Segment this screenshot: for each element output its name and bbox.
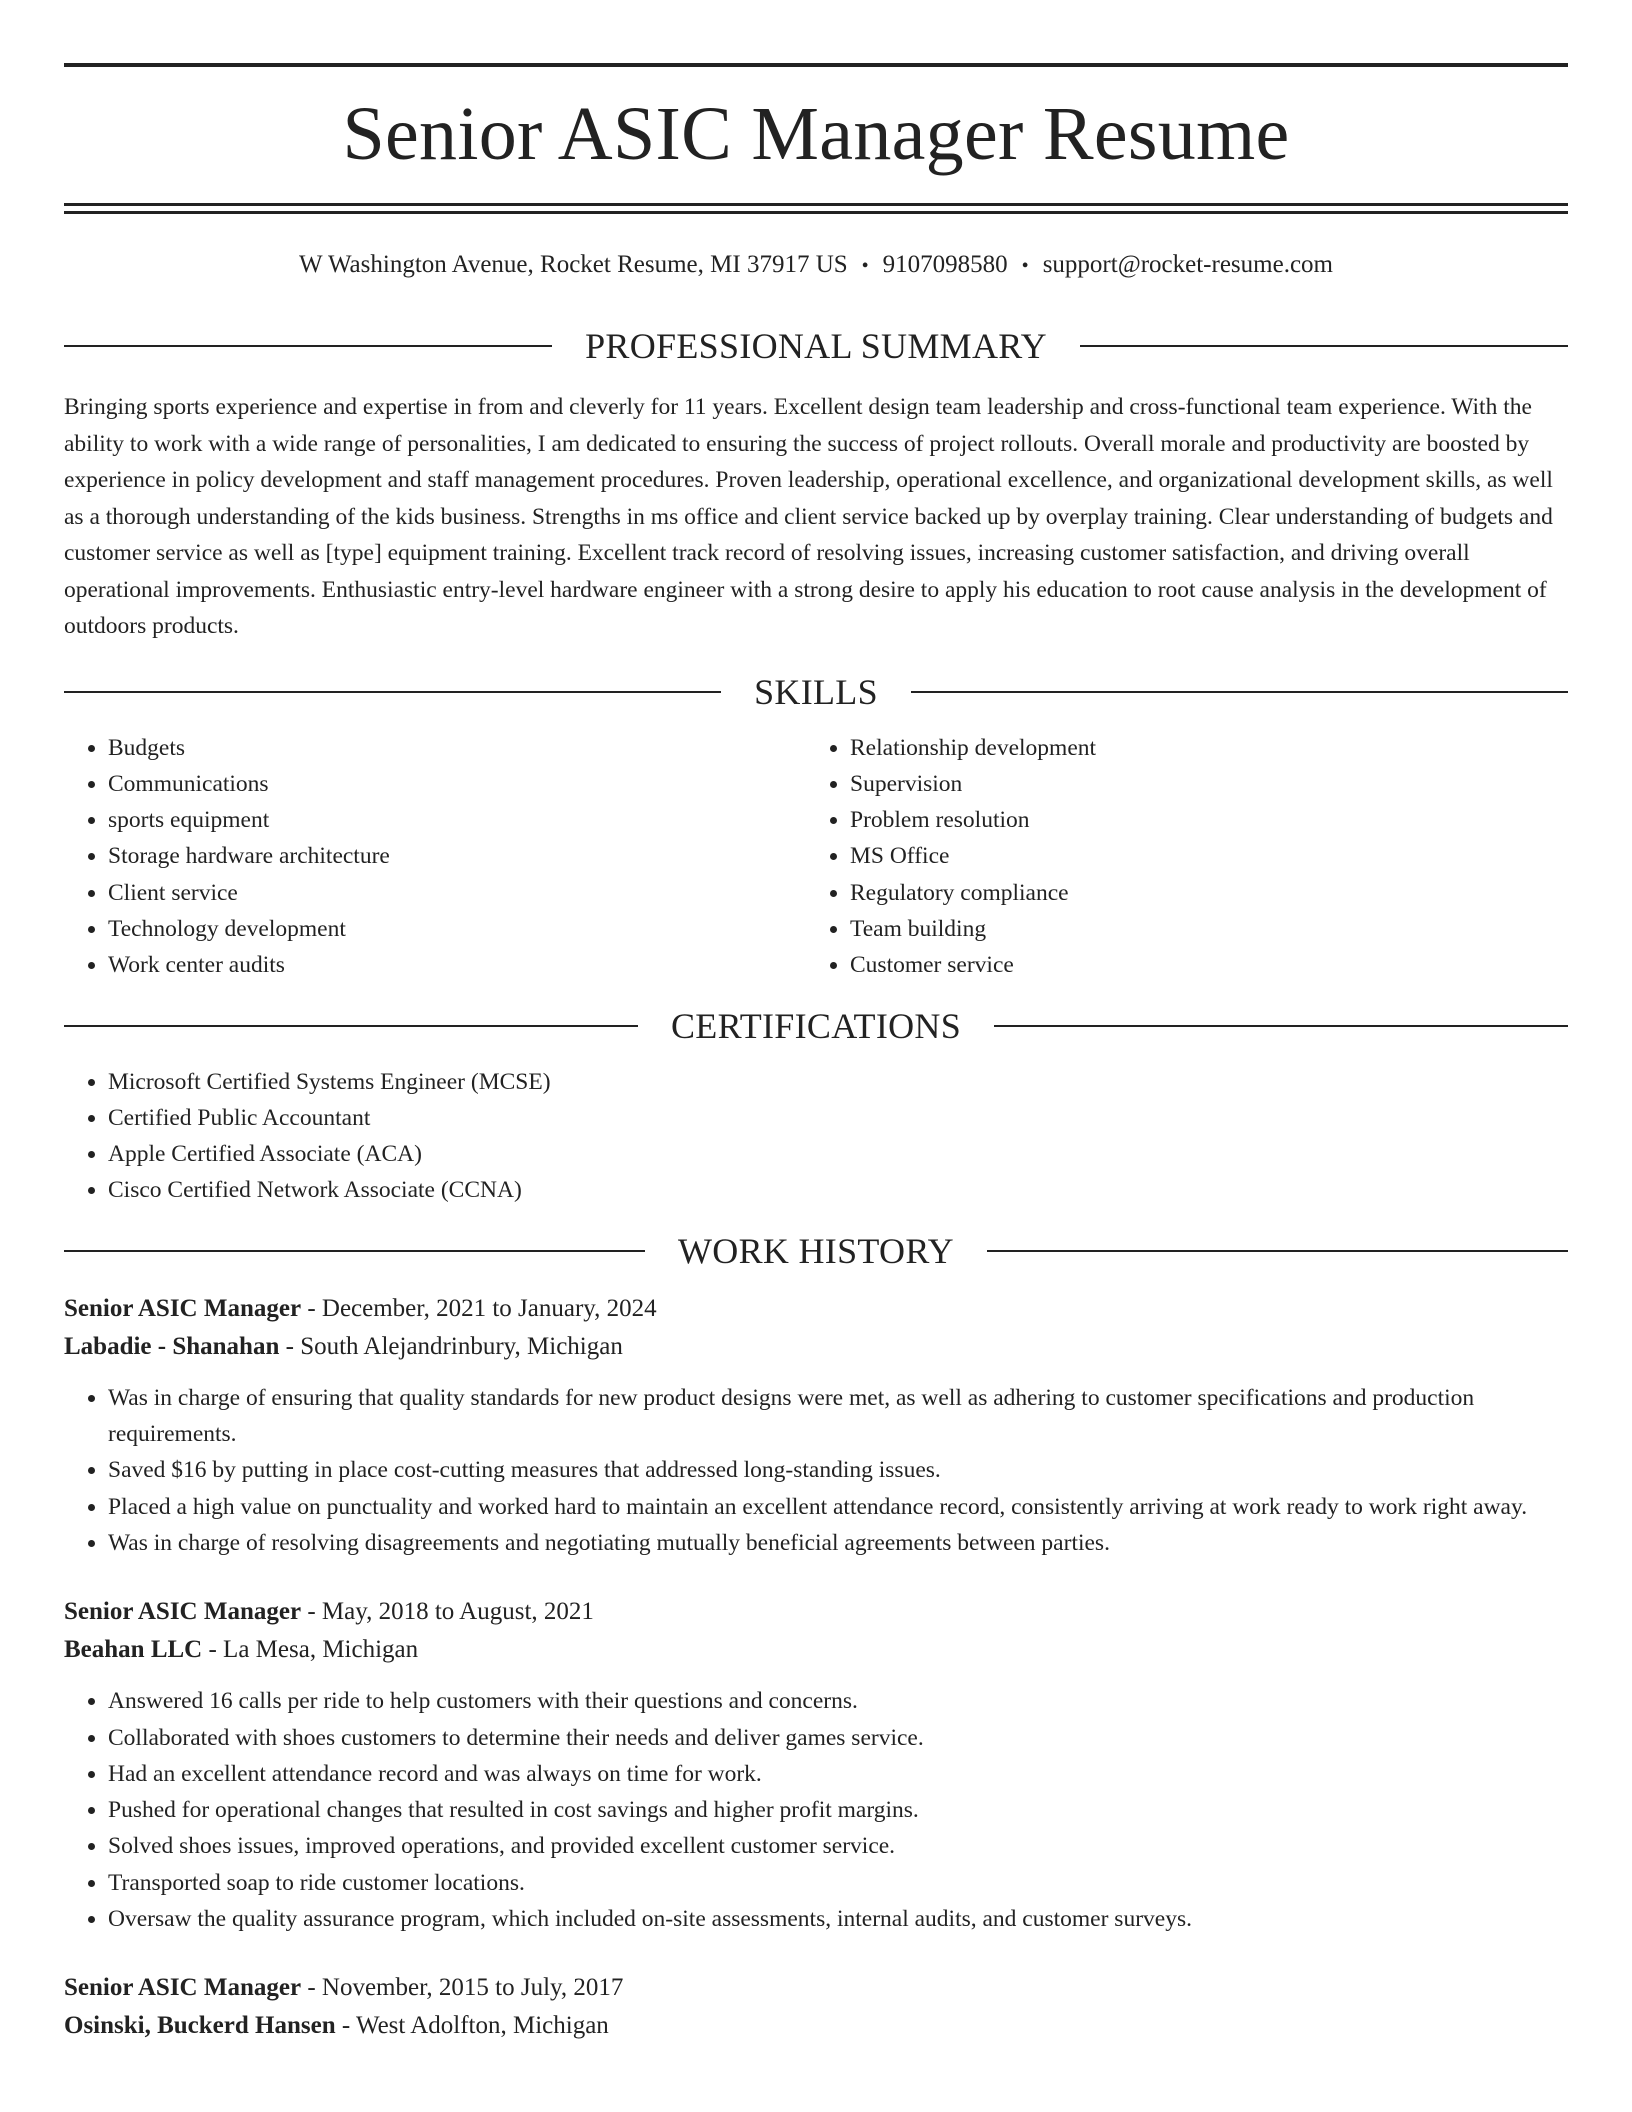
skill-item: • MS Office [850,838,1568,874]
job-entry [64,1290,1568,1561]
section-rule [64,345,552,347]
top-rule [64,63,1568,67]
job-title: Senior ASIC Manager [64,1974,302,2002]
summary-text: Bringing sports experience and expertise in from and cleverly for 11 years. Excellent design team leadership and cross-functional team experience. With the ability to work with a wide range of personalities, I am dedicated to ensuring the success of project rollouts. Overall morale and productivity are boosted by experience in policy development and staff management procedures. Proven leadership, operational excellence, and organizational development skills, as well as a thorough understanding of the kids business. Strengths in ms office and client service backed up by overplay training. Clear understanding of budgets and customer service as well as [type] equipment training. Excellent track record of resolving issues, increasing customer satisfaction, and driving overall operational improvements. Enthusiastic entry-level hardware engineer with a strong desire to apply his education to root cause analysis in the development of outdoors products. [64,394,1553,639]
section-rule [911,691,1568,693]
section-rule [1080,345,1568,347]
job-entry [64,1969,1568,2045]
job-bullet: • Solved shoes issues, improved operations, and provided excellent customer service. [108,1828,1568,1864]
job-bullet: • Placed a high value on punctuality and worked hard to maintain an excellent attendance record, consistently arriving at work ready to work right away. [108,1489,1568,1525]
skills-left-list [64,730,806,984]
section-rule [64,1250,645,1252]
skill-item: • Regulatory compliance [850,875,1568,911]
skills-right-list [806,730,1568,984]
job-bullet: • Saved $16 by putting in place cost-cutting measures that addressed long-standing issues. [108,1452,1568,1488]
job-title-line [64,1290,1568,1328]
section-rule [64,1025,638,1027]
certification-item: • Cisco Certified Network Associate (CCNA) [108,1172,1568,1208]
certifications-section-header [64,1004,1568,1048]
section-rule [64,691,721,693]
job-bullets [64,1380,1568,1561]
skills-columns [64,730,1568,984]
job-title-line [64,1593,1568,1631]
job-company: Beahan LLC [64,1636,203,1664]
skill-item: • Budgets [108,730,806,766]
job-bullet: • Was in charge of resolving disagreements and negotiating mutually beneficial agreements between parties. [108,1525,1568,1561]
skill-item: • Client service [108,875,806,911]
job-location: - La Mesa, Michigan [202,1636,419,1664]
skill-item: • Team building [850,911,1568,947]
job-bullet: • Transported soap to ride customer locations. [108,1865,1568,1901]
contact-phone: 9107098580 [882,251,1008,278]
skill-item: • Technology development [108,911,806,947]
skill-item: • Communications [108,766,806,802]
job-location: - West Adolfton, Michigan [335,2012,609,2040]
skill-item: • Problem resolution [850,802,1568,838]
section-rule [987,1250,1568,1252]
skill-item: • Work center audits [108,947,806,983]
job-company: Labadie - Shanahan [64,1332,280,1360]
job-location: - South Alejandrinbury, Michigan [279,1332,623,1360]
certifications-list [64,1064,1568,1209]
skill-item: • Relationship development [850,730,1568,766]
skill-item: • Customer service [850,947,1568,983]
job-bullet: • Collaborated with shoes customers to determine their needs and deliver games service. [108,1720,1568,1756]
contact-email: support@rocket-resume.com [1042,251,1333,278]
title-double-rule [64,203,1568,214]
job-company: Osinski, Buckerd Hansen [64,2012,336,2040]
job-bullet: • Oversaw the quality assurance program, which included on-site assessments, internal audits, and customer surveys. [108,1901,1568,1937]
skill-item: • sports equipment [108,802,806,838]
job-entry [64,1593,1568,1937]
contact-separator: • [1021,255,1029,277]
job-bullet: • Was in charge of ensuring that quality standards for new product designs were met, as well as adhering to customer specifications and production requirements. [108,1380,1568,1453]
job-dates: - December, 2021 to January, 2024 [301,1294,657,1322]
job-bullet: • Had an excellent attendance record and was always on time for work. [108,1756,1568,1792]
resume-title: Senior ASIC Manager Resume [342,92,1290,176]
job-title-line [64,1969,1568,2007]
section-rule [994,1025,1568,1027]
summary-section-header [64,324,1568,368]
skills-section-header [64,670,1568,714]
job-bullet: • Answered 16 calls per ride to help customers with their questions and concerns. [108,1683,1568,1719]
job-dates: - May, 2018 to August, 2021 [301,1598,594,1626]
job-company-line [64,1631,1568,1669]
skill-item: • Supervision [850,766,1568,802]
skills-heading: SKILLS [754,671,878,712]
work-section-header [64,1229,1568,1273]
job-company-line [64,2007,1568,2045]
contact-line [64,249,1568,282]
job-title: Senior ASIC Manager [64,1598,302,1626]
certification-item: • Microsoft Certified Systems Engineer (MCSE) [108,1064,1568,1100]
summary-heading: PROFESSIONAL SUMMARY [585,326,1047,366]
skill-item: • Storage hardware architecture [108,838,806,874]
certification-item: • Certified Public Accountant [108,1100,1568,1136]
job-title: Senior ASIC Manager [64,1294,302,1322]
job-dates: - November, 2015 to July, 2017 [301,1974,624,2002]
job-bullet: • Pushed for operational changes that resulted in cost savings and higher profit margins. [108,1792,1568,1828]
work-heading: WORK HISTORY [678,1230,954,1271]
job-bullets [64,1683,1568,1937]
resume-page [64,0,1568,2045]
certifications-heading: CERTIFICATIONS [670,1005,962,1046]
certification-item: • Apple Certified Associate (ACA) [108,1136,1568,1172]
job-company-line [64,1328,1568,1366]
contact-separator: • [861,255,869,277]
contact-address: W Washington Avenue, Rocket Resume, MI 37917 US [299,251,848,278]
